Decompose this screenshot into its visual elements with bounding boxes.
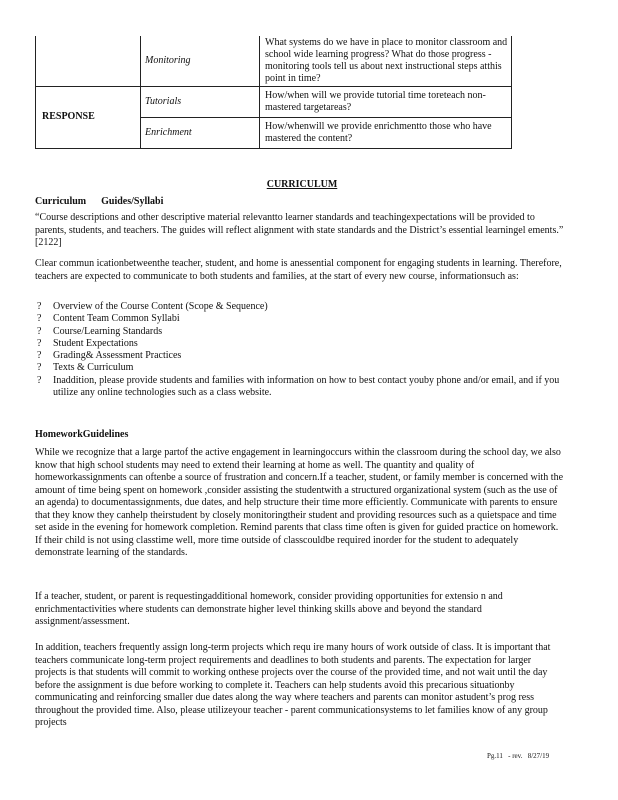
list-item — [35, 326, 565, 338]
intro-paragraph: Clear commun icationbetweenthe teacher, student, and home is anessential component for engaging students in learning. Therefore, teachers are expected to communicate to both students and families, at the start of every new course, informationsuch as: — [35, 258, 562, 282]
bullet-marker: ? — [37, 362, 42, 374]
sub-heading: Curriculum Guides/Syllabi — [35, 196, 164, 207]
homework-paragraph-1: While we recognize that a large partof the active engagement in learningoccurs within the classroom during the school day, we also know that high school students may need to extend their learning at home as well. The quantity and quality of homeworkassignments can oftenbe a source of frustration and concern.If a teacher, student, or family member is concerned with the amount of time being spent on homework ,consider assisting the studentwith a structured organizational system (such as the use of an agenda) to documentassignments, due dates, and help structure their time more efficiently. Communicate with parents to ensure that they know they canhelp theirstudent by closely monitoringtheir student and providing resources such as a quietspace and time set aside in the evening for homework completion. Remind parents that class time often is given for guided practice on homework. If their child is not using classtime well, more time outside of classcouldbe required inorder for the student to adequately demonstrate learning of the standards. — [35, 447, 564, 558]
list-item-text: Student Expectations — [53, 337, 138, 349]
list-item — [35, 313, 565, 325]
homework-paragraph-2: If a teacher, student, or parent is requestingadditional homework, consider providing opportunities for extensio n and enrichmentactivities where students can demonstrate higher level thinking skills above and beyond the standard assignment/assessment. — [35, 591, 503, 627]
bullet-marker: ? — [37, 325, 42, 337]
monitoring-text: What systems do we have in place to monitor classroom and school wide learning progress? What do those progress -monitoring tools tell us about next instructional steps atthis point in time? — [260, 36, 512, 86]
list-item — [35, 338, 565, 350]
quote-paragraph: “Course descriptions and other descriptive material relevantto learner standards and teachingexpectations will be provided to parents, students, and teachers. The guides will reflect alignment with state standards and the District’s essential learningel ements.” [2122] — [35, 212, 564, 248]
enrichment-label: Enrichment — [141, 117, 260, 148]
curriculum-title: CURRICULUM — [266, 179, 338, 190]
bullet-marker: ? — [37, 313, 42, 325]
list-item-text: Texts & Curriculum — [53, 362, 134, 374]
bullet-marker: ? — [37, 301, 42, 312]
table-cell-empty — [36, 36, 141, 86]
homework-paragraph-3: In addition, teachers frequently assign long-term projects which requ ire many hours of work outside of class. It is important that teachers communicate long-term project requirements and deadlines to both students and parents. The expectation for larger projects is that students will commit to working onthese projects over the course of the provided time, and not wait until the day before the assignment is due before working to complete it. Teachers can help students avoid this precarious situationby communicating and reinforcing smaller due dates along the way where teachers and parents can monitor astudent’s prog ress throughout the provided time. Also, please utilizeyour teacher - parent communicationsystems to let families know of any group projects — [35, 642, 551, 728]
list-item — [35, 350, 565, 362]
table-row — [36, 36, 512, 86]
list-item-text: Grading& Assessment Practices — [53, 350, 182, 362]
list-item-text: Inaddition, please provide students and families with information on how to best contact youby phone and/or email, and if you utilize any online technologies such as a class website. — [53, 374, 560, 399]
enrichment-text: How/whenwill we provide enrichmentto those who have mastered the content? — [260, 117, 512, 148]
tutorials-label: Tutorials — [141, 86, 260, 117]
tutorials-text: How/when will we provide tutorial time toreteach non-mastered targetareas? — [260, 86, 512, 117]
response-label: RESPONSE — [36, 86, 141, 148]
section-title — [0, 179, 618, 190]
list-item — [35, 375, 565, 400]
table-row — [36, 86, 512, 117]
homework-heading: HomeworkGuidelines — [35, 429, 129, 440]
list-item-text: Content Team Common Syllabi — [53, 313, 180, 325]
page-footer: Pg.11 - rev. 8/27/19 — [487, 752, 550, 760]
list-item — [35, 362, 565, 374]
info-list — [35, 301, 565, 399]
bullet-marker: ? — [37, 337, 42, 349]
list-item-text: Overview of the Course Content (Scope & Sequence) — [53, 301, 268, 312]
list-item-text: Course/Learning Standards — [53, 325, 163, 337]
list-item — [35, 301, 565, 313]
rti-table — [35, 36, 512, 149]
bullet-marker: ? — [37, 374, 42, 386]
monitoring-label: Monitoring — [141, 36, 260, 86]
bullet-marker: ? — [37, 350, 42, 362]
